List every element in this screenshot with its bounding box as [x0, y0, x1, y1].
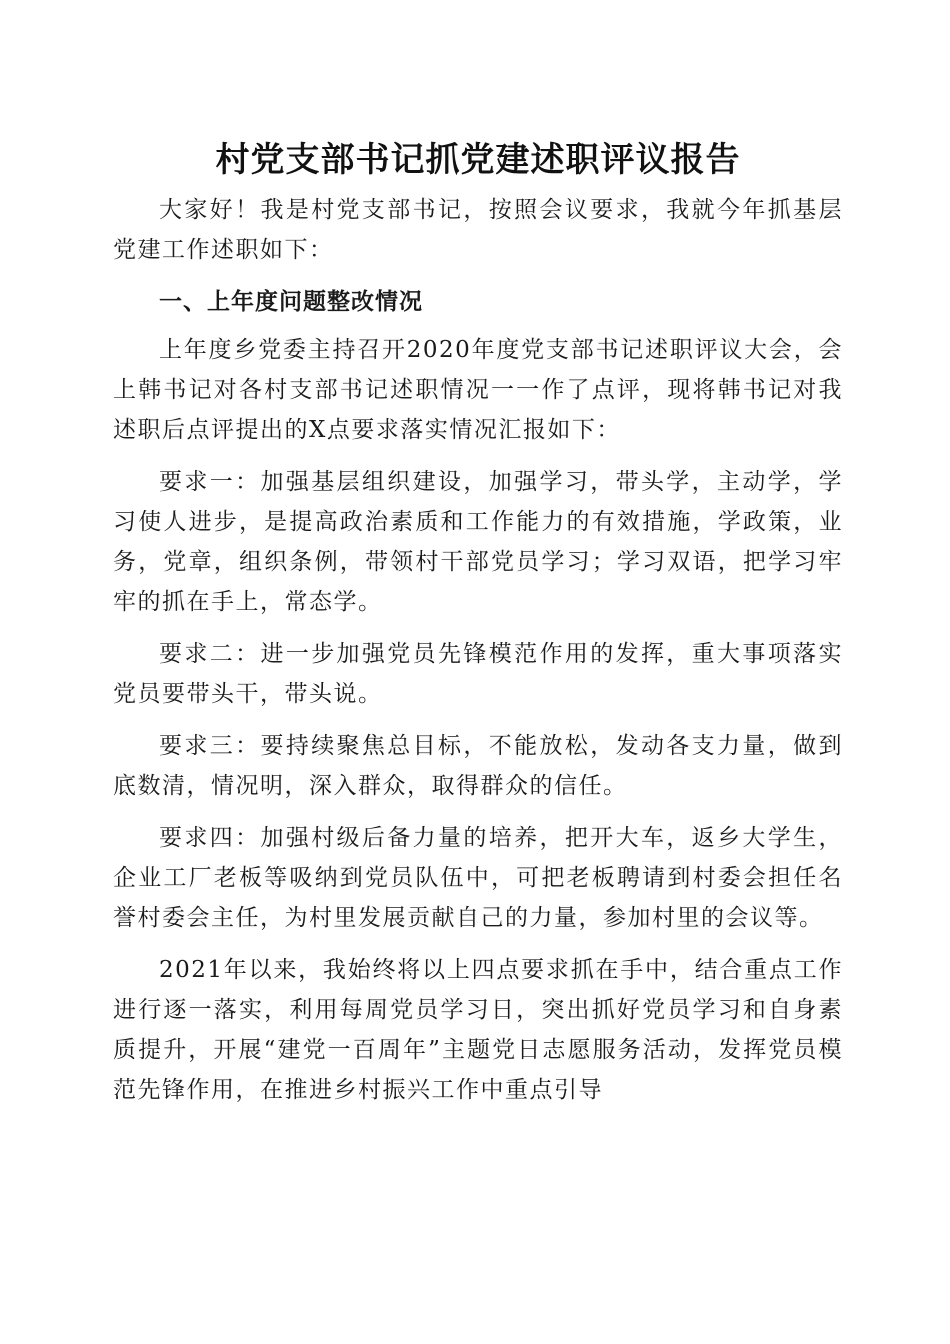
requirement-one-paragraph: 要求一：加强基层组织建设，加强学习，带头学，主动学，学习使人进步，是提高政治素质和工作能力的有效措施，学政策，业务，党章，组织条例，带领村干部党员学习；学习双语，把学习牢牢的抓在手上，常态学。 — [113, 469, 843, 615]
section-heading-1: 一、上年度问题整改情况 — [159, 289, 423, 315]
body-paragraph: 上年度乡党委主持召开2020年度党支部书记述职评议大会，会上韩书记对各村支部书记述职情况一一作了点评，现将韩书记对我述职后点评提出的X点要求落实情况汇报如下： — [113, 337, 843, 443]
intro-paragraph: 大家好！我是村党支部书记，按照会议要求，我就今年抓基层党建工作述职如下： — [113, 197, 843, 263]
document-title: 村党支部书记抓党建述职评议报告 — [215, 140, 741, 180]
requirement-four-paragraph: 要求四：加强村级后备力量的培养，把开大车，返乡大学生，企业工厂老板等吸纳到党员队伍中，可把老板聘请到村委会担任名誉村委会主任，为村里发展贡献自己的力量，参加村里的会议等。 — [113, 825, 843, 931]
document-body — [113, 136, 843, 1122]
body-paragraph-2021: 2021年以来，我始终将以上四点要求抓在手中，结合重点工作进行逐一落实，利用每周党员学习日，突出抓好党员学习和自身素质提升，开展“建党一百周年”主题党日志愿服务活动，发挥党员模范先锋作用，在推进乡村振兴工作中重点引导 — [113, 957, 843, 1103]
requirement-three-paragraph: 要求三：要持续聚焦总目标，不能放松，发动各支力量，做到底数清，情况明，深入群众，取得群众的信任。 — [113, 733, 843, 799]
requirement-two-paragraph: 要求二：进一步加强党员先锋模范作用的发挥，重大事项落实党员要带头干，带头说。 — [113, 641, 843, 707]
